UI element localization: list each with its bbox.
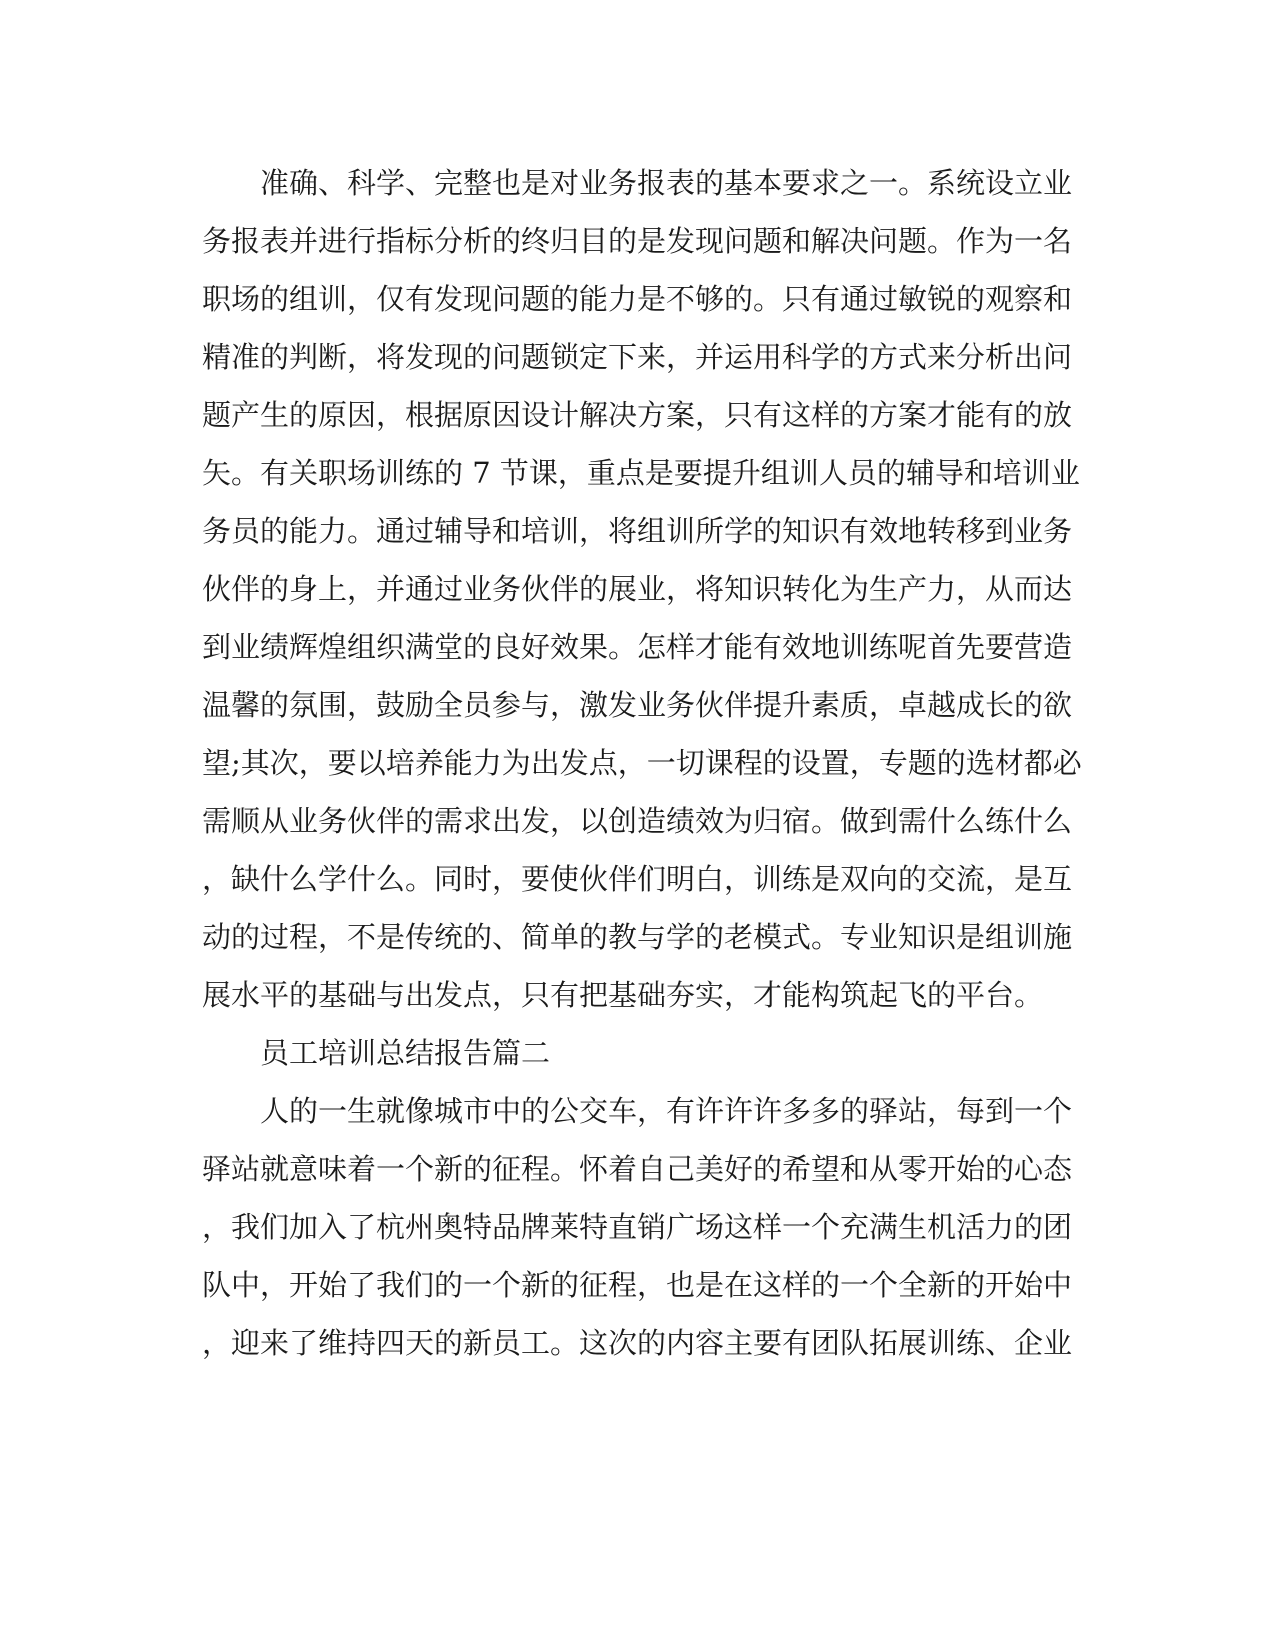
paragraph-line: 题产生的原因，根据原因设计解决方案，只有这样的方案才能有的放: [202, 398, 1073, 432]
paragraph-line: 准确、科学、完整也是对业务报表的基本要求之一。系统设立业: [260, 166, 1073, 200]
paragraph-line: 务报表并进行指标分析的终归目的是发现问题和解决问题。作为一名: [202, 224, 1073, 258]
paragraph-line: 需顺从业务伙伴的需求出发，以创造绩效为归宿。做到需什么练什么: [202, 804, 1073, 838]
paragraph-line: 务员的能力。通过辅导和培训，将组训所学的知识有效地转移到业务: [202, 514, 1073, 548]
paragraph-line: 精准的判断，将发现的问题锁定下来，并运用科学的方式来分析出问: [202, 340, 1073, 374]
paragraph-line: ，缺什么学什么。同时，要使伙伴们明白，训练是双向的交流，是互: [202, 862, 1073, 896]
paragraph-line: 望;其次，要以培养能力为出发点，一切课程的设置，专题的选材都必: [202, 746, 1082, 780]
paragraph-line: 伙伴的身上，并通过业务伙伴的展业，将知识转化为生产力，从而达: [202, 572, 1073, 606]
paragraph-line: 矢。有关职场训练的 7 节课，重点是要提升组训人员的辅导和培训业: [202, 456, 1080, 490]
paragraph-line: 展水平的基础与出发点，只有把基础夯实，才能构筑起飞的平台。: [202, 978, 1044, 1012]
paragraph-line: 到业绩辉煌组织满堂的良好效果。怎样才能有效地训练呢首先要营造: [202, 630, 1073, 664]
paragraph-line: 队中，开始了我们的一个新的征程，也是在这样的一个全新的开始中: [202, 1268, 1073, 1302]
paragraph-line: ，迎来了维持四天的新员工。这次的内容主要有团队拓展训练、企业: [202, 1326, 1073, 1360]
paragraph-line: ，我们加入了杭州奥特品牌莱特直销广场这样一个充满生机活力的团: [202, 1210, 1073, 1244]
paragraph-line: 温馨的氛围，鼓励全员参与，激发业务伙伴提升素质，卓越成长的欲: [202, 688, 1073, 722]
paragraph-line: 职场的组训，仅有发现问题的能力是不够的。只有通过敏锐的观察和: [202, 282, 1073, 316]
paragraph-line: 动的过程，不是传统的、简单的教与学的老模式。专业知识是组训施: [202, 920, 1073, 954]
paragraph-line: 驿站就意味着一个新的征程。怀着自己美好的希望和从零开始的心态: [202, 1152, 1073, 1186]
paragraph-line: 人的一生就像城市中的公交车，有许许许多多的驿站，每到一个: [260, 1094, 1073, 1128]
section-heading: 员工培训总结报告篇二: [260, 1036, 551, 1070]
